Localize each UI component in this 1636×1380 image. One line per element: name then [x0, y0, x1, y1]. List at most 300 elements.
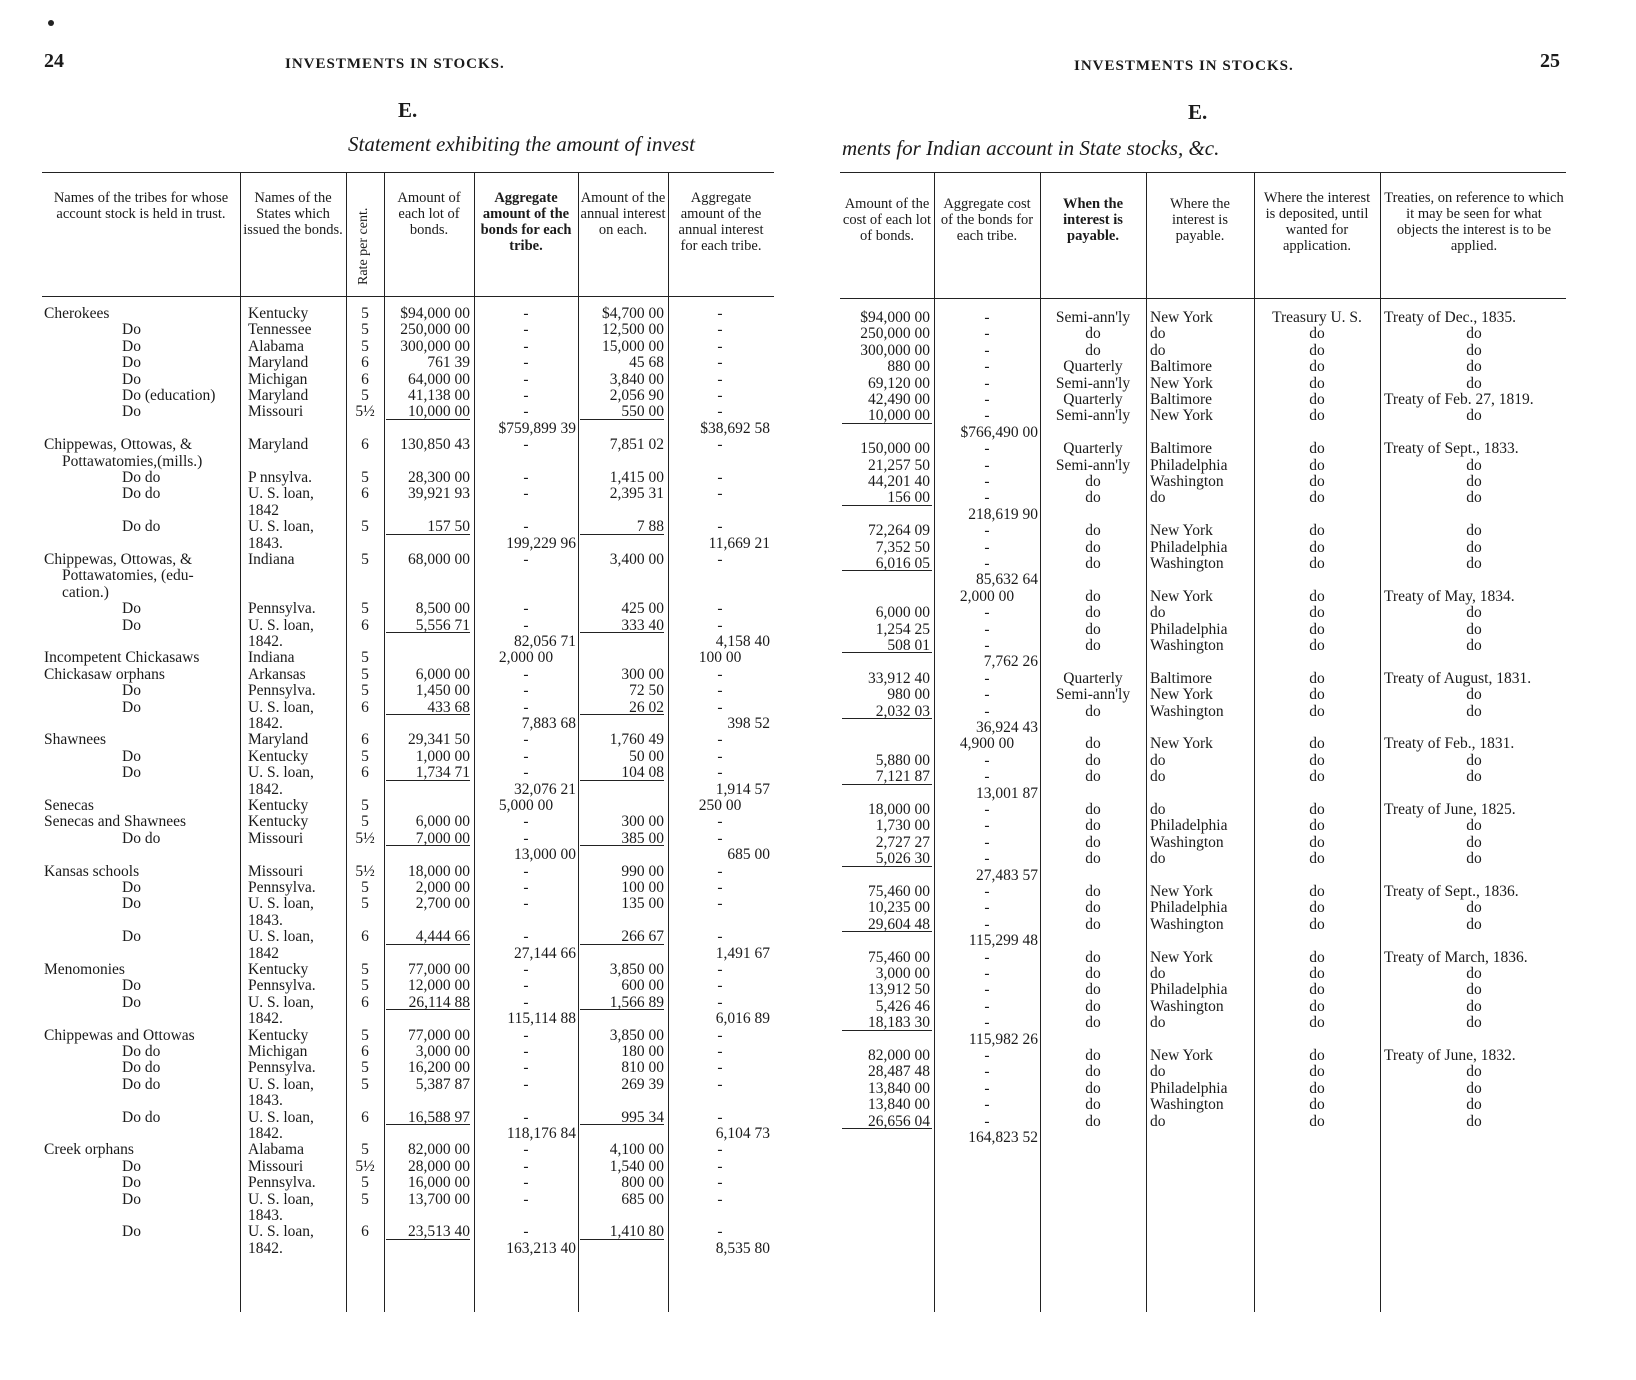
amount-value: 2,700 00	[415, 895, 470, 912]
cost-value: 5,880 00	[875, 752, 930, 769]
subtotal-rule	[386, 1009, 470, 1010]
aggregate-cost-value: 13,001 87	[976, 785, 1038, 802]
rate-value: 6	[361, 994, 369, 1011]
rate-value: 5	[361, 321, 369, 338]
treaty-value: do	[1466, 834, 1482, 851]
aggregate-cost-value: 85,632 64	[976, 571, 1038, 588]
aggregate-interest-value: -	[717, 830, 723, 847]
where-deposited-value: do	[1309, 883, 1325, 900]
where-payable-value: Washington	[1150, 834, 1224, 851]
annual-interest-value: 104 08	[621, 764, 664, 781]
cost-value: 82,000 00	[868, 1047, 930, 1064]
aggregate-interest-value: 1,914 57	[715, 781, 770, 798]
state-name: Maryland	[248, 731, 309, 748]
annual-interest-value: 3,840 00	[609, 371, 664, 388]
aggregate-cost-value: -	[984, 1096, 990, 1113]
when-payable-value: do	[1085, 1063, 1101, 1080]
rate-value: 5½	[355, 403, 375, 420]
rate-value: 6	[361, 354, 369, 371]
amount-value: 16,588 97	[408, 1109, 470, 1126]
when-payable-value: do	[1085, 342, 1101, 359]
aggregate-cost-value: -	[984, 703, 990, 720]
aggregate-cost-value: -	[984, 916, 990, 933]
state-name: U. S. loan,	[248, 485, 314, 502]
amount-value: 433 68	[427, 699, 470, 716]
state-name: 1842.	[248, 633, 283, 650]
state-name: Alabama	[248, 338, 304, 355]
tribe-name: Senecas	[44, 797, 94, 814]
tribe-name: Do	[122, 994, 141, 1011]
cost-value: 980 00	[887, 686, 930, 703]
cost-value: 3,000 00	[875, 965, 930, 982]
table-letter-left: E.	[398, 98, 418, 122]
aggregate-cost-value: -	[984, 1063, 990, 1080]
aggregate-interest-value: 1,491 67	[715, 945, 770, 962]
rate-value: 6	[361, 485, 369, 502]
aggregate-interest-value: -	[717, 1027, 723, 1044]
aggregate-interest-value: -	[717, 699, 723, 716]
amount-value: 28,300 00	[408, 469, 470, 486]
col-divider	[240, 172, 241, 1312]
amount-value: 1,734 71	[415, 764, 470, 781]
aggregate-bonds-value: -	[523, 961, 529, 978]
where-payable-value: Philadelphia	[1150, 457, 1228, 474]
annual-interest-value: 2,056 90	[609, 387, 664, 404]
aggregate-cost-value: -	[984, 1047, 990, 1064]
header-cost: Amount of the cost of each lot of bonds.	[842, 196, 932, 244]
aggregate-bonds-value: -	[523, 764, 529, 781]
rate-value: 5	[361, 1141, 369, 1158]
aggregate-bonds-value: -	[523, 485, 529, 502]
where-deposited-value: do	[1309, 407, 1325, 424]
annual-interest-value: 810 00	[621, 1059, 664, 1076]
header-tribe: Names of the tribes for whose account stock is held in trust.	[53, 190, 229, 222]
aggregate-cost-value: -	[984, 342, 990, 359]
treaty-value: do	[1466, 965, 1482, 982]
where-deposited-value: do	[1309, 637, 1325, 654]
state-name: U. S. loan,	[248, 928, 314, 945]
amount-value: 7,000 00	[415, 830, 470, 847]
aggregate-cost-value: 115,299 48	[968, 932, 1038, 949]
rate-value: 5	[361, 518, 369, 535]
amount-value: $94,000 00	[400, 305, 470, 322]
when-payable-value: do	[1085, 1080, 1101, 1097]
state-name: 1842.	[248, 715, 283, 732]
where-payable-value: New York	[1150, 686, 1213, 703]
cost-value: 13,840 00	[868, 1096, 930, 1113]
state-name: Pennsylva.	[248, 600, 316, 617]
cost-value: 880 00	[887, 358, 930, 375]
amount-value: 26,114 88	[408, 994, 470, 1011]
cost-value: 508 01	[887, 637, 930, 654]
where-payable-value: New York	[1150, 588, 1213, 605]
state-name: Arkansas	[248, 666, 306, 683]
tribe-name: Do do	[122, 1043, 161, 1060]
where-payable-value: do	[1150, 1063, 1166, 1080]
when-payable-value: Quarterly	[1063, 358, 1123, 375]
annual-interest-value: 2,395 31	[609, 485, 664, 502]
amount-value: 3,000 00	[415, 1043, 470, 1060]
aggregate-bonds-value: 118,176 84	[506, 1125, 576, 1142]
state-name: Michigan	[248, 1043, 308, 1060]
annual-interest-value: 600 00	[621, 977, 664, 994]
annual-interest-value: 269 39	[621, 1076, 664, 1093]
when-payable-value: do	[1085, 325, 1101, 342]
when-payable-value: do	[1085, 473, 1101, 490]
aggregate-interest-value: 685 00	[727, 846, 770, 863]
annual-interest-value: 1,415 00	[609, 469, 664, 486]
tribe-name: Do	[122, 338, 141, 355]
tribe-name: Do	[122, 682, 141, 699]
amount-value: 1,000 00	[415, 748, 470, 765]
cost-value: 69,120 00	[868, 375, 930, 392]
subtotal-rule	[580, 632, 664, 633]
state-name: Missouri	[248, 403, 304, 420]
cost-value: 75,460 00	[868, 949, 930, 966]
aggregate-interest-value: -	[717, 354, 723, 371]
tribe-name: Do	[122, 764, 141, 781]
cost-value: $94,000 00	[860, 309, 930, 326]
aggregate-cost-value: 164,823 52	[968, 1129, 1038, 1146]
where-deposited-value: do	[1309, 457, 1325, 474]
state-name: Missouri	[248, 830, 304, 847]
amount-value: 250,000 00	[400, 321, 470, 338]
col-divider	[346, 172, 347, 1312]
header-rule-top-left	[42, 172, 774, 173]
treaty-value: do	[1466, 555, 1482, 572]
aggregate-bonds-value: 32,076 21	[514, 781, 576, 798]
cost-value: 6,000 00	[875, 604, 930, 621]
where-payable-value: Baltimore	[1150, 391, 1212, 408]
tribe-name: Do	[122, 1158, 141, 1175]
where-payable-value: do	[1150, 752, 1166, 769]
aggregate-interest-value: -	[717, 666, 723, 683]
subtotal-rule	[842, 718, 932, 719]
where-deposited-value: do	[1309, 555, 1325, 572]
aggregate-interest-value: -	[717, 617, 723, 634]
aggregate-interest-value: -	[717, 1141, 723, 1158]
cost-value: 29,604 48	[868, 916, 930, 933]
aggregate-cost-value: -	[984, 981, 990, 998]
tribe-name: Do do	[122, 485, 161, 502]
aggregate-bonds-value: 82,056 71	[514, 633, 576, 650]
aggregate-bonds-value: -	[523, 682, 529, 699]
treaty-value: do	[1466, 752, 1482, 769]
running-head-right: INVESTMENTS IN STOCKS.	[1074, 58, 1294, 74]
aggregate-interest-value: -	[717, 1109, 723, 1126]
where-payable-value: Baltimore	[1150, 670, 1212, 687]
when-payable-value: do	[1085, 703, 1101, 720]
when-payable-value: do	[1085, 539, 1101, 556]
annual-interest-value: 800 00	[621, 1174, 664, 1191]
ink-speck	[48, 20, 54, 26]
subtotal-rule	[386, 419, 470, 420]
state-name: Kentucky	[248, 305, 309, 322]
cost-value: 2,032 03	[875, 703, 930, 720]
treaty-value: do	[1466, 686, 1482, 703]
cost-value: 300,000 00	[860, 342, 930, 359]
state-name: Pennsylva.	[248, 1059, 316, 1076]
state-name: Maryland	[248, 436, 309, 453]
annual-interest-value: $4,700 00	[602, 305, 664, 322]
amount-value: 28,000 00	[408, 1158, 470, 1175]
when-payable-value: do	[1085, 981, 1101, 998]
where-deposited-value: do	[1309, 735, 1325, 752]
annual-interest-value: 990 00	[621, 863, 664, 880]
annual-interest-value: 300 00	[621, 813, 664, 830]
when-payable-value: Semi-ann'ly	[1055, 407, 1131, 424]
amount-value: 29,341 50	[408, 731, 470, 748]
where-deposited-value: do	[1309, 588, 1325, 605]
amount-value: 77,000 00	[408, 1027, 470, 1044]
rate-value: 5	[361, 600, 369, 617]
subtotal-rule	[842, 505, 932, 506]
aggregate-interest-value: 250 00	[698, 797, 742, 814]
where-payable-value: Washington	[1150, 998, 1224, 1015]
aggregate-cost-value: -	[984, 440, 990, 457]
treaty-value: do	[1466, 850, 1482, 867]
where-payable-value: do	[1150, 1113, 1166, 1130]
aggregate-cost-value: 115,982 26	[968, 1031, 1038, 1048]
aggregate-cost-value: $766,490 00	[960, 424, 1038, 441]
when-payable-value: Semi-ann'ly	[1055, 375, 1131, 392]
aggregate-interest-value: -	[717, 879, 723, 896]
state-name: 1842.	[248, 781, 283, 798]
table-title-right: ments for Indian account in State stocks, &c.	[842, 136, 1220, 160]
treaty-value: Treaty of March, 1836.	[1384, 949, 1528, 966]
aggregate-interest-value: -	[717, 764, 723, 781]
tribe-name: Do	[122, 748, 141, 765]
aggregate-cost-value: -	[984, 1014, 990, 1031]
aggregate-bonds-value: 115,114 88	[507, 1010, 576, 1027]
when-payable-value: do	[1085, 489, 1101, 506]
cost-value: 5,426 46	[875, 998, 930, 1015]
when-payable-value: do	[1085, 998, 1101, 1015]
annual-interest-value: 12,500 00	[602, 321, 664, 338]
annual-interest-value: 3,850 00	[609, 961, 664, 978]
aggregate-cost-value: -	[984, 834, 990, 851]
annual-interest-value: 266 67	[621, 928, 664, 945]
cost-value: 13,840 00	[868, 1080, 930, 1097]
where-deposited-value: do	[1309, 604, 1325, 621]
annual-interest-value: 3,850 00	[609, 1027, 664, 1044]
annual-interest-value: 7,851 02	[609, 436, 664, 453]
amount-value: 761 39	[427, 354, 470, 371]
aggregate-bonds-value: -	[523, 1109, 529, 1126]
where-payable-value: Philadelphia	[1150, 899, 1228, 916]
subtotal-rule	[842, 570, 932, 571]
aggregate-cost-value: -	[984, 817, 990, 834]
cost-value: 33,912 40	[868, 670, 930, 687]
state-name: Alabama	[248, 1141, 304, 1158]
header-state: Names of the States which issued the bonds.	[243, 190, 343, 238]
rate-value: 5	[361, 1076, 369, 1093]
state-name: Pennsylva.	[248, 1174, 316, 1191]
treaty-value: do	[1466, 637, 1482, 654]
cost-value: 1,730 00	[875, 817, 930, 834]
treaty-value: do	[1466, 916, 1482, 933]
rate-value: 6	[361, 1223, 369, 1240]
aggregate-interest-value: $38,692 58	[700, 420, 770, 437]
rate-value: 6	[361, 731, 369, 748]
annual-interest-value: 1,566 89	[609, 994, 664, 1011]
tribe-name: Chippewas, Ottowas, &	[44, 551, 193, 568]
subtotal-rule	[842, 1128, 932, 1129]
where-deposited-value: do	[1309, 949, 1325, 966]
where-payable-value: New York	[1150, 1047, 1213, 1064]
state-name: U. S. loan,	[248, 617, 314, 634]
treaty-value: do	[1466, 375, 1482, 392]
amount-value: 157 50	[427, 518, 470, 535]
header-rule-top-right	[840, 172, 1566, 173]
aggregate-interest-value: 100 00	[698, 649, 742, 666]
aggregate-bonds-value: -	[523, 813, 529, 830]
table-letter-right: E.	[1188, 100, 1208, 124]
state-name: Missouri	[248, 863, 304, 880]
aggregate-bonds-value: -	[523, 666, 529, 683]
header-where-payable: Where the interest is payable.	[1170, 196, 1230, 244]
rate-value: 6	[361, 928, 369, 945]
aggregate-interest-value: -	[717, 1158, 723, 1175]
where-payable-value: New York	[1150, 883, 1213, 900]
aggregate-bonds-value: 13,000 00	[514, 846, 576, 863]
when-payable-value: Quarterly	[1063, 391, 1123, 408]
annual-interest-value: 100 00	[621, 879, 664, 896]
subtotal-rule	[842, 423, 932, 424]
subtotal-rule	[842, 784, 932, 785]
amount-value: 82,000 00	[408, 1141, 470, 1158]
treaty-value: do	[1466, 817, 1482, 834]
treaty-value: Treaty of Sept., 1833.	[1384, 440, 1519, 457]
amount-value: 6,000 00	[415, 666, 470, 683]
state-name: 1842.	[248, 1125, 283, 1142]
where-deposited-value: do	[1309, 998, 1325, 1015]
aggregate-bonds-value: -	[523, 551, 529, 568]
tribe-name: Menomonies	[44, 961, 125, 978]
rate-value: 5	[361, 1191, 369, 1208]
treaty-value: Treaty of June, 1825.	[1384, 801, 1516, 818]
treaty-value: do	[1466, 703, 1482, 720]
aggregate-interest-value: -	[717, 1076, 723, 1093]
rate-value: 6	[361, 1043, 369, 1060]
cost-value: 18,000 00	[868, 801, 930, 818]
subtotal-rule	[386, 845, 470, 846]
aggregate-bonds-value: -	[523, 1141, 529, 1158]
aggregate-interest-value: -	[717, 977, 723, 994]
when-payable-value: do	[1085, 883, 1101, 900]
subtotal-rule	[842, 1030, 932, 1031]
aggregate-bonds-value: -	[523, 1158, 529, 1175]
header-annual-interest: Amount of the annual interest on each.	[580, 190, 666, 238]
page-number-right: 25	[1540, 50, 1560, 72]
when-payable-value: do	[1085, 752, 1101, 769]
tribe-name: Senecas and Shawnees	[44, 813, 187, 830]
rate-value: 5	[361, 666, 369, 683]
where-deposited-value: do	[1309, 539, 1325, 556]
rate-value: 5	[361, 1059, 369, 1076]
treaty-value: do	[1466, 325, 1482, 342]
tribe-name: Do	[122, 1191, 141, 1208]
tribe-name: Do	[122, 1174, 141, 1191]
when-payable-value: do	[1085, 604, 1101, 621]
aggregate-cost-value: -	[984, 309, 990, 326]
annual-interest-value: 72 50	[629, 682, 664, 699]
tribe-name: Incompetent Chickasaws	[44, 649, 200, 666]
treaty-value: Treaty of Feb. 27, 1819.	[1384, 391, 1534, 408]
header-treaties: Treaties, on reference to which it may be seen for what objects the interest is to be applied.	[1384, 190, 1564, 254]
aggregate-bonds-value: -	[523, 403, 529, 420]
aggregate-interest-value: -	[717, 895, 723, 912]
where-payable-value: Philadelphia	[1150, 981, 1228, 998]
annual-interest-value: 1,540 00	[609, 1158, 664, 1175]
state-name: Kentucky	[248, 1027, 309, 1044]
cost-value: 5,026 30	[875, 850, 930, 867]
amount-value: 77,000 00	[408, 961, 470, 978]
annual-interest-value: 26 02	[629, 699, 664, 716]
aggregate-cost-value: -	[984, 604, 990, 621]
where-payable-value: do	[1150, 965, 1166, 982]
aggregate-interest-value: 6,104 73	[715, 1125, 770, 1142]
where-deposited-value: do	[1309, 440, 1325, 457]
where-deposited-value: do	[1309, 1096, 1325, 1113]
aggregate-bonds-value: -	[523, 518, 529, 535]
aggregate-bonds-value: -	[523, 469, 529, 486]
where-deposited-value: do	[1309, 981, 1325, 998]
rate-value: 5	[361, 682, 369, 699]
tribe-name: Do do	[122, 518, 161, 535]
annual-interest-value: 45 68	[629, 354, 664, 371]
state-name: Kentucky	[248, 961, 309, 978]
state-name: Michigan	[248, 371, 308, 388]
state-name: U. S. loan,	[248, 994, 314, 1011]
aggregate-interest-value: -	[717, 961, 723, 978]
aggregate-interest-value: -	[717, 1043, 723, 1060]
when-payable-value: do	[1085, 637, 1101, 654]
aggregate-interest-value: -	[717, 371, 723, 388]
amount-value: 2,000 00	[415, 879, 470, 896]
treaty-value: do	[1466, 489, 1482, 506]
tribe-name: Chickasaw orphans	[44, 666, 165, 683]
aggregate-bonds-value: -	[523, 436, 529, 453]
cost-value: 44,201 40	[868, 473, 930, 490]
where-deposited-value: do	[1309, 965, 1325, 982]
when-payable-value: do	[1085, 555, 1101, 572]
rate-value: 5	[361, 813, 369, 830]
tribe-name: Do do	[122, 469, 161, 486]
where-deposited-value: do	[1309, 621, 1325, 638]
amount-value: 6,000 00	[415, 813, 470, 830]
cost-value: 250,000 00	[860, 325, 930, 342]
aggregate-bonds-value: -	[523, 879, 529, 896]
subtotal-rule	[842, 652, 932, 653]
aggregate-cost-value: -	[984, 325, 990, 342]
aggregate-interest-value: -	[717, 731, 723, 748]
treaty-value: do	[1466, 539, 1482, 556]
aggregate-interest-value: 4,158 40	[715, 633, 770, 650]
treaty-value: do	[1466, 358, 1482, 375]
state-name: Indiana	[248, 551, 295, 568]
treaty-value: do	[1466, 342, 1482, 359]
tribe-name: Chippewas and Ottowas	[44, 1027, 195, 1044]
state-name: U. S. loan,	[248, 1191, 314, 1208]
rate-value: 5	[361, 977, 369, 994]
col-divider	[668, 172, 669, 1312]
aggregate-cost-value: 218,619 90	[968, 506, 1038, 523]
treaty-value: do	[1466, 981, 1482, 998]
when-payable-value: do	[1085, 1113, 1101, 1130]
aggregate-bonds-value: $759,899 39	[498, 420, 576, 437]
tribe-name: Do	[122, 895, 141, 912]
